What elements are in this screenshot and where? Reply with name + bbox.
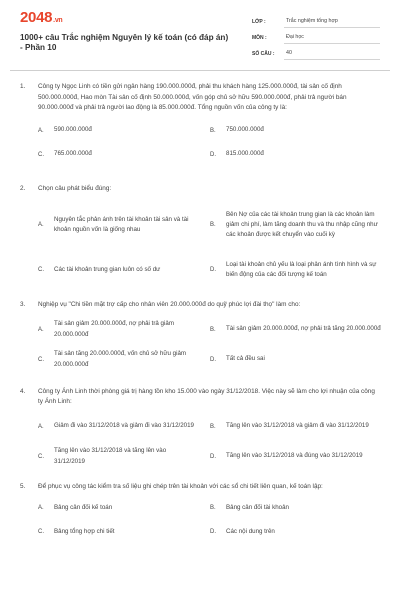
site-logo[interactable] xyxy=(20,9,62,26)
option-text: Các nội dung trên xyxy=(226,527,275,535)
option-grid xyxy=(38,120,378,166)
question-text: Công ty Ánh Linh thời phòng giá trị hàng tồn kho 15.000 vào ngày 31/12/2018. Việc này sẽ làm cho lợi nhuận của công ty Ánh Linh: xyxy=(38,387,375,405)
option-text: 765.000.000đ xyxy=(54,150,92,158)
option-text: Tăng lên vào 31/12/2018 và giảm đi vào 31/12/2019 xyxy=(226,422,369,430)
option-c[interactable] xyxy=(38,522,210,542)
option-letter: B. xyxy=(210,423,216,430)
info-row-subject xyxy=(252,28,380,44)
option-text: Bên Nợ của các tài khoản trung gian là các khoản làm giảm chi phí, làm tăng doanh thu và thu nhập cũng như các khoản được kết chuyển vào cuối kỳ xyxy=(226,210,378,239)
option-letter: C. xyxy=(38,529,44,535)
question-item xyxy=(0,387,400,470)
option-letter: A. xyxy=(38,127,44,134)
question-item xyxy=(0,184,400,287)
option-a[interactable] xyxy=(38,498,210,518)
question-number: 4. xyxy=(20,387,26,395)
option-text: Bảng cân đối kế toán xyxy=(54,503,113,511)
option-letter: C. xyxy=(38,356,44,363)
option-b[interactable] xyxy=(210,414,382,440)
option-letter: D. xyxy=(210,453,216,460)
option-c[interactable] xyxy=(38,254,210,286)
option-d[interactable] xyxy=(210,444,382,470)
option-d[interactable] xyxy=(210,522,382,542)
option-text: Tài sản giảm 20.000.000đ, nợ phải trả tăng 20.000.000đ xyxy=(226,325,381,333)
option-d[interactable] xyxy=(210,347,382,373)
info-label: LỚP : xyxy=(252,19,266,25)
option-letter: D. xyxy=(210,356,216,363)
option-letter: D. xyxy=(210,267,216,273)
question-number: 5. xyxy=(20,482,26,490)
option-text: Tài sản giảm 20.000.000đ, nợ phải trả giảm 20.000.000đ xyxy=(54,320,174,338)
info-row-count xyxy=(252,44,380,60)
option-c[interactable] xyxy=(38,144,210,166)
question-text: Chọn câu phát biểu đúng: xyxy=(38,184,112,192)
info-label: MÔN : xyxy=(252,35,267,41)
option-letter: B. xyxy=(210,127,216,134)
option-text: 750.000.000đ xyxy=(226,126,264,134)
option-letter: D. xyxy=(210,529,216,535)
question-list xyxy=(0,82,400,542)
option-text: Tất cả đều sai xyxy=(226,355,265,363)
question-text: Nghiệp vụ "Chi tiền mặt trợ cấp cho nhân viên 20.000.000đ do quỹ phúc lợi đài thọ" làm cho: xyxy=(38,301,301,308)
info-value: Trắc nghiệm tổng hợp xyxy=(284,18,380,28)
option-d[interactable] xyxy=(210,144,382,166)
option-letter: A. xyxy=(38,326,44,333)
option-letter: C. xyxy=(38,267,44,273)
option-c[interactable] xyxy=(38,444,210,470)
page-header xyxy=(0,0,400,64)
option-letter: A. xyxy=(38,505,44,511)
option-letter: B. xyxy=(210,505,216,511)
question-text: Để phục vụ công tác kiểm tra số liệu ghi chép trên tài khoản với các sổ chi tiết liên quan, kế toán lập: xyxy=(38,482,323,490)
option-grid xyxy=(38,498,378,542)
option-text: Bảng cân đối tài khoản xyxy=(226,503,289,511)
option-c[interactable] xyxy=(38,347,210,373)
option-text: Tài sản tăng 20.000.000đ, vốn chủ sở hữu giảm 20.000.000đ xyxy=(54,350,187,368)
option-text: Bảng tổng hợp chi tiết xyxy=(54,527,115,535)
question-item xyxy=(0,482,400,543)
option-text: 590.000.000đ xyxy=(54,126,92,134)
option-text: 815.000.000đ xyxy=(226,150,264,158)
option-text: Loại tài khoản chủ yếu là loại phản ánh tình hình và sự biến động của các đối tượng kế toán xyxy=(226,260,377,278)
question-item xyxy=(0,300,400,373)
option-text: Các tài khoản trung gian luôn có số dư xyxy=(54,265,161,273)
info-value: Đại học xyxy=(284,34,380,44)
option-a[interactable] xyxy=(38,317,210,343)
logo-main: 2048 xyxy=(20,9,53,26)
question-item xyxy=(0,82,400,166)
info-value: 40 xyxy=(284,50,380,60)
option-b[interactable] xyxy=(210,204,382,246)
option-letter: A. xyxy=(38,222,44,228)
option-letter: A. xyxy=(38,423,44,430)
info-panel xyxy=(252,12,380,60)
option-a[interactable] xyxy=(38,120,210,142)
option-letter: C. xyxy=(38,453,44,460)
info-row-class xyxy=(252,12,380,28)
option-grid xyxy=(38,414,378,470)
option-letter: C. xyxy=(38,151,44,158)
question-number: 2. xyxy=(20,184,26,192)
logo-suffix: .vn xyxy=(53,17,63,24)
option-grid xyxy=(38,204,378,286)
info-label: SỐ CÂU : xyxy=(252,51,275,57)
page-title: 1000+ câu Trắc nghiệm Nguyên lý kế toán (có đáp án) - Phần 10 xyxy=(20,33,229,52)
option-text: Nguyên tắc phản ánh trên tài khoản tài sản và tài khoản nguồn vốn là giống nhau xyxy=(54,215,189,233)
option-text: Tăng lên vào 31/12/2018 và đúng vào 31/12/2019 xyxy=(226,452,363,460)
option-b[interactable] xyxy=(210,120,382,142)
question-text: Công ty Ngọc Linh có tiền gửi ngân hàng 190.000.000đ, phải thu khách hàng 125.000.000đ, tài sản cố định 500.000.000đ, Hao mòn Tài sản cố định 50.000.000đ, vốn góp chủ sở hữu 590.000.000đ, phải trả người bán 90.000.000đ và phải trả người lao động là 85.000.000đ. Tổng nguồn vốn của công ty là: xyxy=(38,83,347,111)
option-a[interactable] xyxy=(38,414,210,440)
option-b[interactable] xyxy=(210,317,382,343)
option-text: Giảm đi vào 31/12/2018 và giảm đi vào 31/12/2019 xyxy=(54,422,195,430)
option-letter: B. xyxy=(210,222,216,228)
option-d[interactable] xyxy=(210,254,382,286)
option-letter: B. xyxy=(210,326,216,333)
option-b[interactable] xyxy=(210,498,382,518)
option-text: Tăng lên vào 31/12/2018 và tăng lên vào 31/12/2019 xyxy=(54,447,167,465)
question-number: 1. xyxy=(20,83,26,90)
option-a[interactable] xyxy=(38,204,210,246)
header-divider xyxy=(10,70,390,71)
option-letter: D. xyxy=(210,151,216,158)
question-number: 3. xyxy=(20,301,26,308)
option-grid xyxy=(38,317,381,373)
